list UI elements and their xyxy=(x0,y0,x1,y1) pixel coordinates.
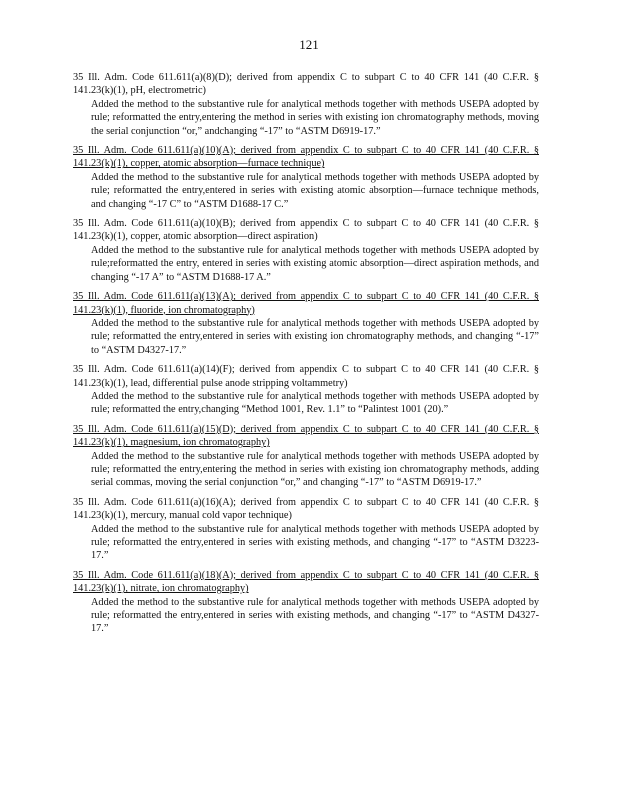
entry-body: Added the method to the substantive rule for analytical methods together with methods USEPA adopted by rule; reformatted the entry,entered in series with existing atomic absorption—furnace technique methods, and changing “-17 C” to “ASTM D1688-17 C.” xyxy=(91,171,539,210)
entry-body: Added the method to the substantive rule for analytical methods together with methods USEPA adopted by rule; reformatted the entry,entering the method in series with existing ion chromatography methods, moving the serial conjunction “or,” andchanging “-17” to “ASTM D6919-17.” xyxy=(91,98,539,137)
page-number: 121 xyxy=(299,37,319,52)
entry-heading: 35 Ill. Adm. Code 611.611(a)(18)(A); derived from appendix C to subpart C to 40 CFR 141 (40 C.F.R. § 141.23(k)(1), nitrate, ion chromatography) xyxy=(73,569,539,595)
entry-heading: 35 Ill. Adm. Code 611.611(a)(10)(A); derived from appendix C to subpart C to 40 CFR 141 (40 C.F.R. § 141.23(k)(1), copper, atomic absorption—furnace technique) xyxy=(73,145,539,170)
entry-611-a-10-A xyxy=(73,144,539,211)
entry-list xyxy=(73,71,539,642)
entry-heading: 35 Ill. Adm. Code 611.611(a)(13)(A); derived from appendix C to subpart C to 40 CFR 141 (40 C.F.R. § 141.23(k)(1), fluoride, ion chromatography) xyxy=(73,291,539,316)
entry-heading: 35 Ill. Adm. Code 611.611(a)(8)(D); derived from appendix C to subpart C to 40 CFR 141 (40 C.F.R. § 141.23(k)(1), pH, electrometric) xyxy=(73,72,539,97)
entry-body: Added the method to the substantive rule for analytical methods together with methods USEPA adopted by rule; reformatted the entry,entered in series with existing methods, and changing “-17” to “ASTM D4327-17.” xyxy=(91,596,539,635)
entry-heading: 35 Ill. Adm. Code 611.611(a)(14)(F); derived from appendix C to subpart C to 40 CFR 141 (40 C.F.R. § 141.23(k)(1), lead, differential pulse anode stripping voltammetry) xyxy=(73,364,539,389)
entry-body: Added the method to the substantive rule for analytical methods together with methods USEPA adopted by rule; reformatted the entry,entered in series with existing methods, and changing “-17” to “ASTM D3223-17.” xyxy=(91,523,539,562)
entry-611-a-10-B xyxy=(73,217,539,284)
entry-611-a-8-D xyxy=(73,71,539,138)
entry-611-a-14-F xyxy=(73,363,539,417)
entry-heading: 35 Ill. Adm. Code 611.611(a)(16)(A); derived from appendix C to subpart C to 40 CFR 141 (40 C.F.R. § 141.23(k)(1), mercury, manual cold vapor technique) xyxy=(73,496,539,522)
entry-body: Added the method to the substantive rule for analytical methods together with methods USEPA adopted by rule;reformatted the entry, entered in series with existing atomic absorption—direct aspiration methods, and changing “-17 A” to “ASTM D1688-17 A.” xyxy=(91,244,539,283)
entry-611-a-13-A xyxy=(73,290,539,357)
entry-heading: 35 Ill. Adm. Code 611.611(a)(10)(B); derived from appendix C to subpart C to 40 CFR 141 (40 C.F.R. § 141.23(k)(1), copper, atomic absorption—direct aspiration) xyxy=(73,218,539,243)
entry-body: Added the method to the substantive rule for analytical methods together with methods USEPA adopted by rule; reformatted the entry,entered in series with existing ion chromatography methods, and changing “-17” to “ASTM D4327-17.” xyxy=(91,317,539,356)
entry-611-a-16-A xyxy=(73,496,539,563)
entry-body: Added the method to the substantive rule for analytical methods together with methods USEPA adopted by rule; reformatted the entry,entering the method in series with existing ion chromatography methods, adding serial commas, moving the serial conjunction “or,” and changing “-17” to “ASTM D6919-17.” xyxy=(91,450,539,489)
entry-611-a-15-D xyxy=(73,423,539,490)
entry-body: Added the method to the substantive rule for analytical methods together with methods USEPA adopted by rule; reformatted the entry,changing “Method 1001, Rev. 1.1” to “Palintest 1001 (20).” xyxy=(91,390,539,416)
entry-heading: 35 Ill. Adm. Code 611.611(a)(15)(D); derived from appendix C to subpart C to 40 CFR 141 (40 C.F.R. § 141.23(k)(1), magnesium, ion chromatography) xyxy=(73,423,539,449)
entry-611-a-18-A xyxy=(73,569,539,636)
